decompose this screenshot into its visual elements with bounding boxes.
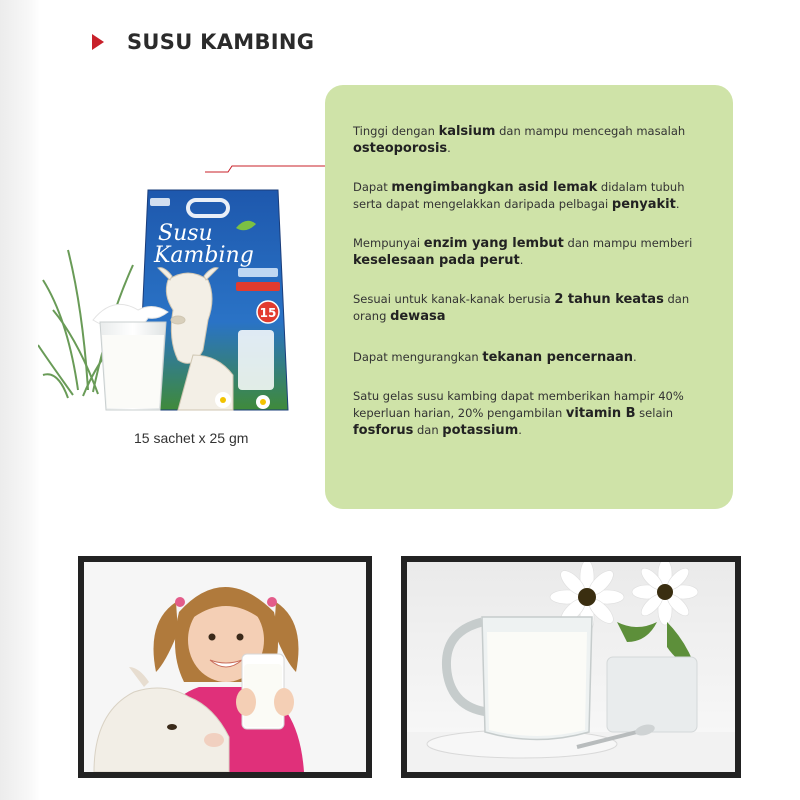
benefit-item: Satu gelas susu kambing dapat memberikan hampir 40% keperluan harian, 20% pengambilan vitamin B selain fosforus dan potassium. [353, 389, 684, 438]
benefit-item: Mempunyai enzim yang lembut dan mampu memberi keselesaan pada perut. [353, 236, 693, 268]
play-triangle-icon [92, 34, 104, 50]
benefit-item: Dapat mengimbangkan asid lemak didalam tubuh serta dapat mengelakkan daripada pelbagai penyakit. [353, 180, 685, 212]
photo-milk-mug-daisies [401, 556, 741, 778]
pack-brand-2: Kambing [154, 243, 254, 268]
benefit-item: Dapat mengurangkan tekanan pencernaan. [353, 350, 637, 365]
benefit-item: Tinggi dengan kalsium dan mampu mencegah masalah osteoporosis. [353, 124, 686, 156]
benefits-panel [325, 85, 733, 509]
product-image [38, 170, 298, 420]
pack-brand-1: Susu [158, 221, 213, 246]
page-side-shade [0, 0, 40, 800]
benefit-item: Sesuai untuk kanak-kanak berusia 2 tahun keatas dan orang dewasa [353, 292, 690, 324]
section-header [92, 27, 314, 57]
page-title: SUSU KAMBING [127, 30, 315, 54]
pack-badge: 15 [259, 306, 277, 320]
product-caption: 15 sachet x 25 gm [134, 430, 249, 446]
photo-girl-with-goat [78, 556, 372, 778]
